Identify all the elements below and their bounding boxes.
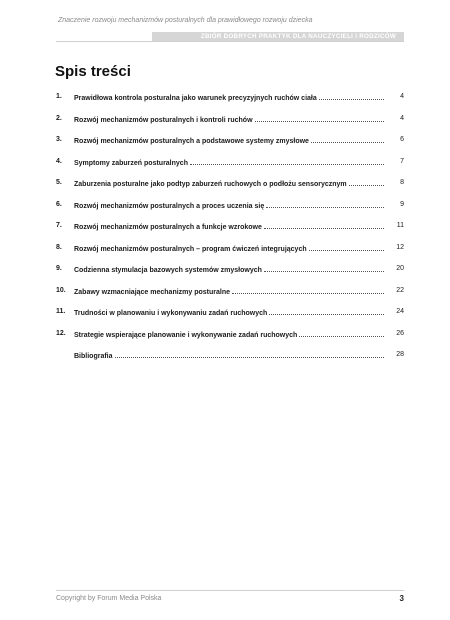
toc-entry-bibliography[interactable] <box>56 351 404 373</box>
toc-entry-page: 12 <box>396 243 404 251</box>
table-of-contents <box>56 93 404 373</box>
header-band <box>152 32 404 41</box>
toc-entry[interactable] <box>56 158 404 180</box>
footer-rule <box>56 590 404 591</box>
toc-entry[interactable] <box>56 287 404 309</box>
toc-entry[interactable] <box>56 201 404 223</box>
toc-entry-label: Zaburzenia posturalne jako podtyp zaburzeń ruchowych o podłożu sensorycznym <box>74 181 347 188</box>
toc-entry-number: 11. <box>56 308 66 315</box>
toc-entry-number: 9. <box>56 265 62 272</box>
toc-leader-dots <box>255 115 384 122</box>
toc-entry[interactable] <box>56 93 404 115</box>
toc-leader-dots <box>319 93 384 100</box>
toc-leader-dots <box>115 351 384 358</box>
page-number: 3 <box>399 594 404 603</box>
toc-entry[interactable] <box>56 179 404 201</box>
header-subtitle: Znaczenie rozwoju mechanizmów posturalnych dla prawidłowego rozwoju dziecka <box>58 17 313 24</box>
toc-entry-label: Rozwój mechanizmów posturalnych i kontroli ruchów <box>74 116 253 124</box>
toc-entry-number: 6. <box>56 200 62 208</box>
toc-entry-label: Prawidłowa kontrola posturalna jako warunek precyzyjnych ruchów ciała <box>74 95 317 102</box>
toc-leader-dots <box>266 201 384 208</box>
toc-entry-page: 8 <box>400 179 404 186</box>
toc-entry-page: 6 <box>400 136 404 143</box>
toc-entry-page: 4 <box>400 93 404 100</box>
toc-leader-dots <box>299 330 384 337</box>
toc-entry-page: 11 <box>396 222 404 229</box>
toc-entry-label: Rozwój mechanizmów posturalnych a funkcje wzrokowe <box>74 224 262 231</box>
toc-entry-number: 10. <box>56 286 66 294</box>
toc-entry-page: 7 <box>400 157 404 165</box>
toc-leader-dots <box>349 179 384 186</box>
toc-entry[interactable] <box>56 244 404 266</box>
toc-entry-label: Bibliografia <box>74 353 113 360</box>
toc-leader-dots <box>190 158 384 165</box>
toc-leader-dots <box>264 265 384 272</box>
toc-entry-page: 24 <box>396 308 404 315</box>
toc-entry-label: Rozwój mechanizmów posturalnych a podstawowe systemy zmysłowe <box>74 138 309 145</box>
toc-entry-number: 2. <box>56 114 62 122</box>
toc-entry-number: 4. <box>56 157 62 165</box>
toc-leader-dots <box>311 136 384 143</box>
toc-entry-number: 8. <box>56 243 62 251</box>
toc-entry-number: 5. <box>56 179 62 186</box>
header-band-text: ZBIÓR DOBRYCH PRAKTYK DLA NAUCZYCIELI I RODZICÓW <box>200 33 396 40</box>
toc-entry-number: 1. <box>56 93 62 100</box>
toc-entry-label: Trudności w planowaniu i wykonywaniu zadań ruchowych <box>74 310 268 317</box>
toc-entry-number: 3. <box>56 136 62 143</box>
toc-entry-page: 4 <box>400 114 404 122</box>
header-rule <box>56 41 404 42</box>
footer-copyright: Copyright by Forum Media Polska <box>56 595 162 602</box>
toc-entry[interactable] <box>56 308 404 330</box>
toc-entry-page: 9 <box>400 200 404 208</box>
toc-entry[interactable] <box>56 265 404 287</box>
toc-entry-label: Codzienna stymulacja bazowych systemów zmysłowych <box>74 267 262 274</box>
toc-entry-label: Rozwój mechanizmów posturalnych – program ćwiczeń integrujących <box>74 245 307 253</box>
toc-entry-page: 22 <box>396 286 404 294</box>
toc-entry-label: Strategie wspierające planowanie i wykonywanie zadań ruchowych <box>74 331 298 339</box>
toc-entry[interactable] <box>56 222 404 244</box>
toc-entry-page: 28 <box>396 351 404 358</box>
toc-leader-dots <box>232 287 384 294</box>
toc-entry[interactable] <box>56 136 404 158</box>
toc-entry[interactable] <box>56 330 404 352</box>
toc-entry-page: 20 <box>396 265 404 272</box>
toc-leader-dots <box>269 308 384 315</box>
toc-title: Spis treści <box>55 63 131 80</box>
toc-entry-number: 7. <box>56 222 62 229</box>
toc-entry-label: Zabawy wzmacniające mechanizmy posturalne <box>74 288 231 296</box>
toc-leader-dots <box>264 222 384 229</box>
toc-entry-number: 12. <box>56 329 66 337</box>
toc-entry-label: Rozwój mechanizmów posturalnych a proces uczenia się <box>74 202 265 210</box>
toc-entry[interactable] <box>56 115 404 137</box>
toc-entry-label: Symptomy zaburzeń posturalnych <box>74 159 188 167</box>
toc-leader-dots <box>309 244 384 251</box>
toc-entry-page: 26 <box>396 329 404 337</box>
